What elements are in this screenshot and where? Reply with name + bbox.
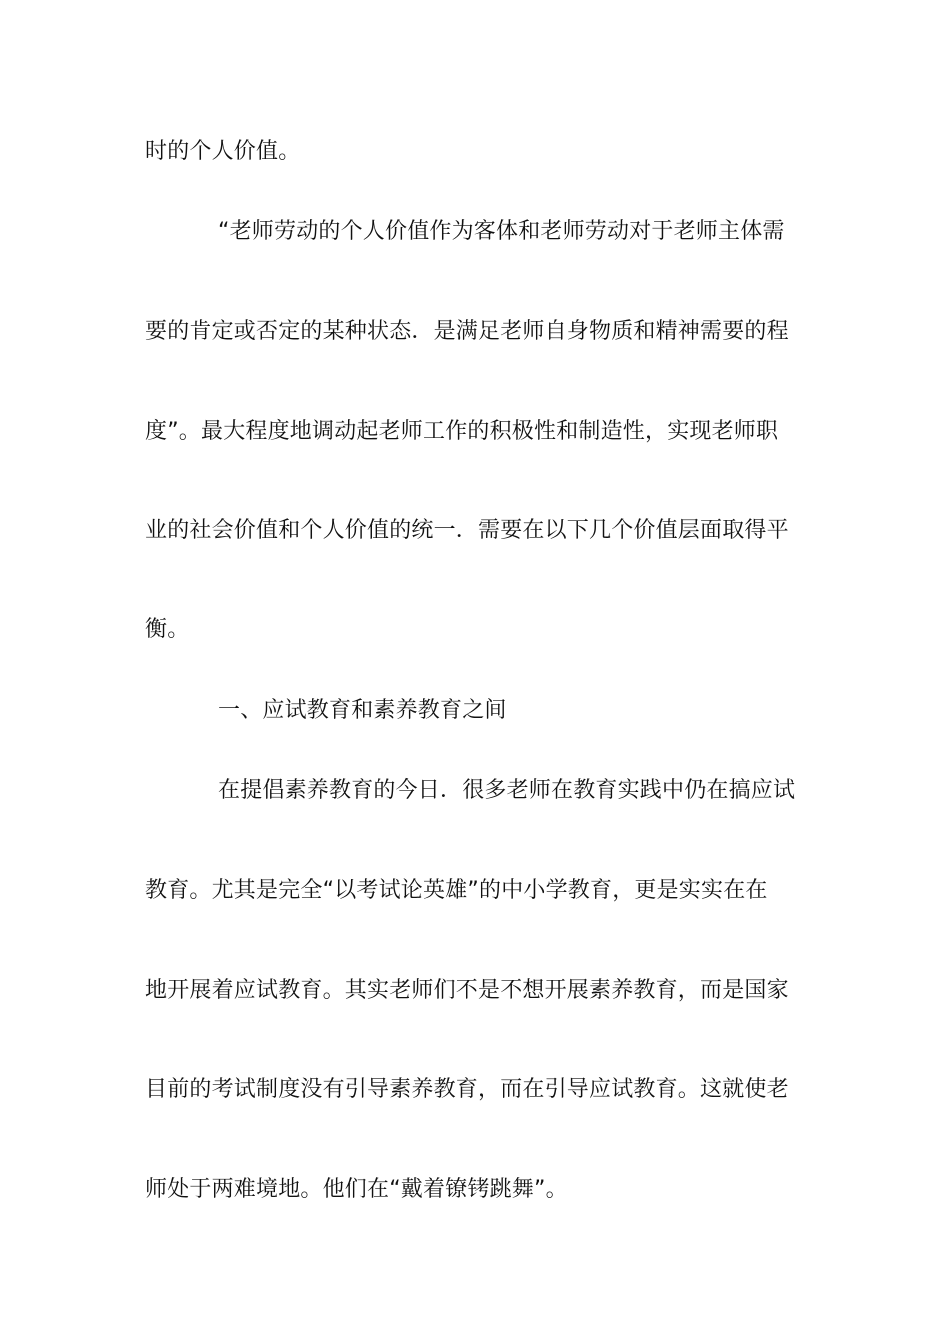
text-line: 师处于两难境地。他们在“戴着镣铐跳舞”。: [145, 1177, 568, 1202]
text-line: 目前的考试制度没有引导素养教育，而在引导应试教育。这就使老: [145, 1077, 789, 1102]
text-line: 时的个人价值。: [145, 139, 301, 164]
text-line: 度”。最大程度地调动起老师工作的积极性和制造性，实现老师职: [145, 419, 779, 444]
text-line: “老师劳动的个人价值作为客体和老师劳动对于老师主体需: [218, 219, 785, 244]
text-line: 教育。尤其是完全“以考试论英雄”的中小学教育，更是实实在在: [145, 878, 768, 903]
text-line: 地开展着应试教育。其实老师们不是不想开展素养教育，而是国家: [145, 978, 789, 1003]
section-heading: 一、应试教育和素养教育之间: [218, 698, 507, 723]
text-line: 要的肯定或否定的某种状态．是满足老师自身物质和精神需要的程: [145, 319, 789, 344]
text-line: 衡。: [145, 617, 190, 642]
text-line: 在提倡素养教育的今日．很多老师在教育实践中仍在搞应试: [218, 778, 796, 803]
text-line: 业的社会价值和个人价值的统一．需要在以下几个价值层面取得平: [145, 518, 789, 543]
